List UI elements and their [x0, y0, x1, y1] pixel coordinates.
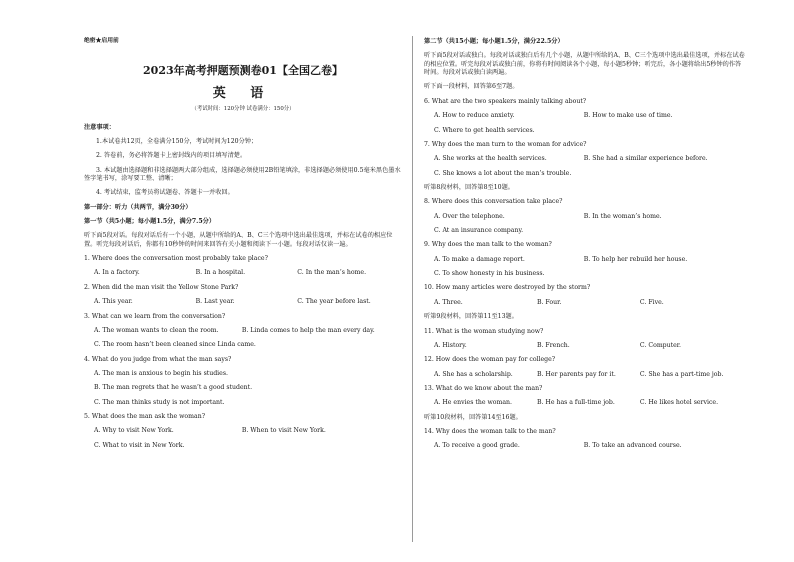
question-stem: 10. How many articles were destroyed by the storm?: [424, 284, 591, 292]
answer-option: A. She has a scholarship.: [434, 370, 513, 378]
answer-option: B. To help her rebuild her house.: [583, 255, 688, 263]
option-row: [434, 371, 746, 379]
answer-option: C. To show honesty in his business.: [434, 270, 545, 278]
section1-heading: 第一节（共5小题；每小题1.5分，满分7.5分）: [84, 218, 216, 226]
answer-option: C. The room hasn’t been cleaned since Linda came.: [94, 341, 256, 349]
question-stem: 4. What do you judge from what the man says?: [84, 355, 232, 363]
secret-mark: 绝密★启用前: [84, 38, 119, 44]
right-question-list: [424, 83, 746, 450]
option-row: [434, 299, 746, 307]
listening-instruction: 听下面一段材料，回答第6至7题。: [424, 83, 519, 91]
column-divider: [412, 36, 413, 542]
question-stem: 5. What does the man ask the woman?: [84, 413, 206, 421]
listening-instruction: 听第8段材料，回答第8至10题。: [424, 183, 514, 191]
question-stem: 8. Where does this conversation take place?: [424, 198, 563, 206]
answer-option: C. In the man’s home.: [297, 269, 367, 277]
answer-option: B. Her parents pay for it.: [536, 370, 616, 378]
answer-option: B. French.: [536, 341, 570, 349]
notes-heading: 注意事项：: [84, 123, 115, 131]
answer-option: A. She works at the health services.: [434, 155, 547, 163]
answer-option: C. He likes hotel service.: [639, 399, 719, 407]
question-stem: 11. What is the woman studying now?: [424, 327, 544, 335]
answer-option: B. In a hospital.: [195, 269, 246, 277]
answer-option: A. The man is anxious to begin his studies.: [94, 369, 228, 377]
answer-option: B. Linda comes to help the man every day.: [241, 326, 375, 334]
answer-option: C. The man thinks study is not important.: [94, 398, 225, 406]
answer-option: A. How to reduce anxiety.: [434, 112, 515, 120]
answer-option: B. Four.: [536, 298, 562, 306]
option-row: [434, 342, 746, 350]
section1-instructions: 听下面5段对话。每段对话后有一个小题，从题中所给的A、B、C三个选项中选出最佳选项，并标在试卷的相应位置。听完每段对话后，你都有10秒钟的时间来回答有关小题和阅读下一小题。每段对话仅读一遍。: [84, 232, 393, 248]
answer-option: C. She knows a lot about the man’s trouble.: [434, 169, 572, 177]
option-row: [434, 155, 746, 163]
answer-option: B. When to visit New York.: [241, 427, 326, 435]
answer-option: C. Computer.: [639, 341, 682, 349]
answer-option: A. This year.: [94, 298, 133, 306]
answer-option: A. History.: [434, 341, 467, 349]
left-column: [84, 38, 402, 456]
option-row: [94, 269, 402, 277]
answer-option: A. To receive a good grade.: [434, 442, 520, 450]
option-row: [434, 213, 746, 221]
option-row: [94, 327, 402, 335]
answer-option: B. To take an advanced course.: [583, 442, 682, 450]
question-stem: 12. How does the woman pay for college?: [424, 356, 556, 364]
note-1: 1.本试卷共12页，全卷满分150分，考试时间为120分钟；: [96, 137, 258, 145]
listening-instruction: 听第9段材料，回答第11至13题。: [424, 313, 518, 321]
question-stem: 1. Where does the conversation most probably take place?: [84, 255, 268, 263]
section2-instructions: 听下面5段对话或独白。每段对话或独白后有几个小题，从题中所给的A、B、C三个选项中选出最佳选项，并标在试卷的相应位置。听完每段对话或独白前，你将有时间阅读各个小题，每小题5秒钟；听完后，各小题将给出5秒钟的作答时间。每段对话或独白读两遍。: [424, 52, 745, 77]
option-row: [434, 112, 746, 120]
answer-option: A. In a factory.: [94, 269, 140, 277]
answer-option: B. Last year.: [195, 298, 235, 306]
note-4: 4. 考试结束，监考员将试题卷、答题卡一并收回。: [96, 189, 234, 197]
answer-option: B. He has a full-time job.: [536, 399, 615, 407]
answer-option: A. To make a damage report.: [434, 255, 525, 263]
answer-option: A. Why to visit New York.: [94, 427, 174, 435]
option-row: [434, 399, 746, 407]
question-stem: 13. What do we know about the man?: [424, 384, 543, 392]
listening-instruction: 听第10段材料，回答第14至16题。: [424, 413, 522, 421]
left-question-list: [84, 255, 402, 450]
answer-option: B. She had a similar experience before.: [583, 155, 708, 163]
answer-option: A. Over the telephone.: [434, 212, 505, 220]
question-stem: 14. Why does the woman talk to the man?: [424, 428, 556, 436]
answer-option: A. The woman wants to clean the room.: [94, 326, 219, 334]
part1-heading: 第一部分：听力（共两节，满分30分）: [84, 203, 192, 211]
answer-option: C. Where to get health services.: [434, 126, 535, 134]
answer-option: C. At an insurance company.: [434, 227, 524, 235]
question-stem: 6. What are the two speakers mainly talking about?: [424, 97, 587, 105]
option-row: [434, 442, 746, 450]
question-stem: 9. Why does the man talk to the woman?: [424, 241, 552, 249]
answer-option: B. The man regrets that he wasn’t a good student.: [94, 384, 253, 392]
answer-option: A. He envies the woman.: [434, 399, 512, 407]
section2-heading: 第二节（共15小题；每小题1.5分，满分22.5分）: [424, 38, 564, 45]
question-stem: 3. What can we learn from the conversation?: [84, 312, 226, 320]
answer-option: C. What to visit in New York.: [94, 441, 185, 449]
answer-option: B. How to make use of time.: [583, 112, 673, 120]
answer-option: B. In the woman’s home.: [583, 212, 662, 220]
option-row: [434, 256, 746, 264]
answer-option: C. She has a part-time job.: [639, 370, 724, 378]
note-3: 3. 本试题由选择题和非选择题两大部分组成，选择题必须使用2B铅笔填涂，非选择题必须使用0.5毫米黑色墨水签字笔书写，涂写要工整、清晰；: [84, 166, 401, 182]
exam-title: 2023年高考押题预测卷01【全国乙卷】: [143, 63, 343, 77]
right-column: [424, 38, 746, 457]
option-row: [94, 298, 402, 306]
subject-title: 英 语: [212, 85, 274, 101]
question-stem: 7. Why does the man turn to the woman for advice?: [424, 140, 587, 148]
answer-option: C. Five.: [639, 298, 664, 306]
note-2: 2. 答卷前，务必将答题卡上密封线内的项目填写清楚。: [96, 152, 247, 160]
answer-option: C. The year before last.: [297, 298, 371, 306]
exam-info: （考试时间：120分钟 试卷满分：150分）: [191, 106, 295, 113]
option-row: [94, 427, 402, 435]
question-stem: 2. When did the man visit the Yellow Stone Park?: [84, 283, 239, 291]
answer-option: A. Three.: [434, 298, 463, 306]
